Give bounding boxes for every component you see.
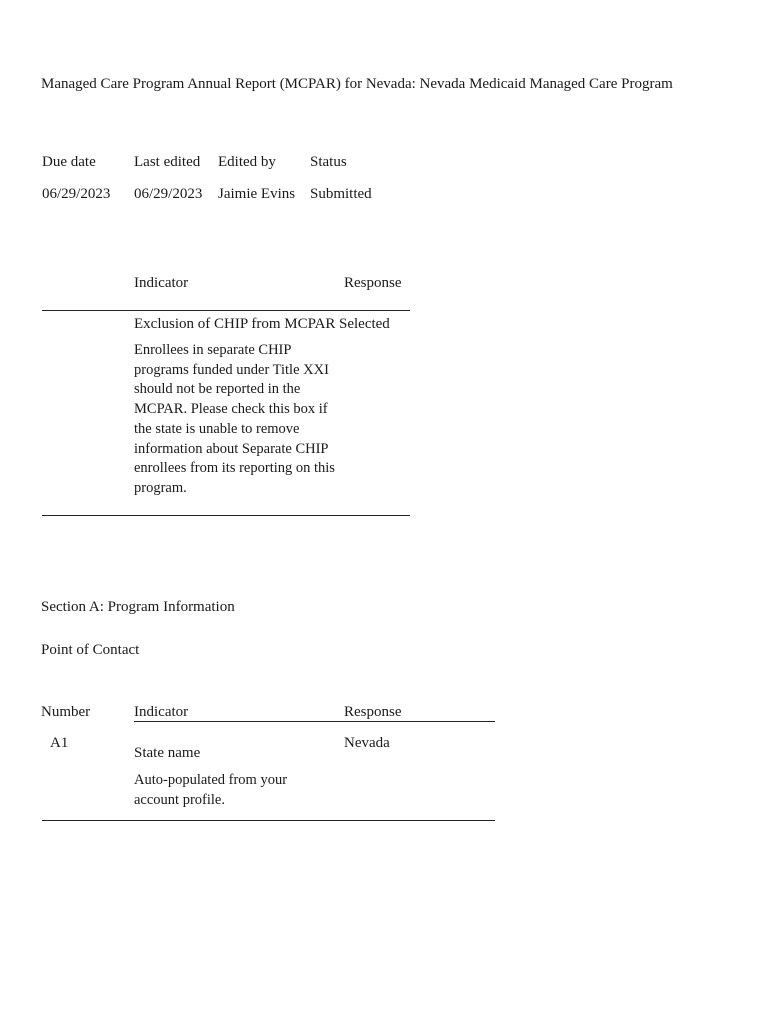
- status-label: Status: [310, 154, 347, 170]
- section-a-title: Section A: Program Information: [41, 599, 235, 615]
- due-date-value: 06/29/2023: [42, 186, 111, 202]
- table-row-response: Nevada: [344, 735, 390, 751]
- last-edited-label: Last edited: [134, 154, 201, 170]
- chip-table-bottom-rule: [42, 515, 410, 516]
- due-date-label: Due date: [42, 154, 96, 170]
- report-title: Managed Care Program Annual Report (MCPAR) for Nevada: Nevada Medicaid Managed Care Program: [41, 76, 673, 92]
- section-a-bottom-rule: [42, 820, 495, 821]
- edited-by-value: Jaimie Evins: [218, 186, 296, 202]
- chip-indicator-description: Enrollees in separate CHIP programs funded under Title XXI should not be reported in the MCPAR. Please check this box if the state is unable to remove information about Separate CHIP enrollees from its reporting on this program.: [134, 342, 335, 496]
- status-value: Submitted: [310, 186, 372, 202]
- edited-by-label: Edited by: [218, 154, 276, 170]
- table-row-indicator-description: Auto-populated from your account profile.: [134, 772, 288, 808]
- table-row-indicator-title: State name: [134, 745, 201, 761]
- section-a-indicator-header: Indicator: [134, 704, 189, 720]
- chip-table-response-header: Response: [344, 275, 402, 291]
- chip-indicator-title: Exclusion of CHIP from MCPAR: [134, 316, 336, 332]
- chip-response-value: Selected: [339, 316, 390, 332]
- section-a-response-header: Response: [344, 704, 402, 720]
- section-a-number-header: Number: [41, 704, 91, 720]
- section-a-header-rule: [134, 721, 495, 722]
- section-a-subtitle: Point of Contact: [41, 642, 140, 658]
- table-row-number: A1: [50, 735, 69, 751]
- chip-table-indicator-header: Indicator: [134, 275, 189, 291]
- chip-table-top-rule: [42, 310, 410, 311]
- last-edited-value: 06/29/2023: [134, 186, 203, 202]
